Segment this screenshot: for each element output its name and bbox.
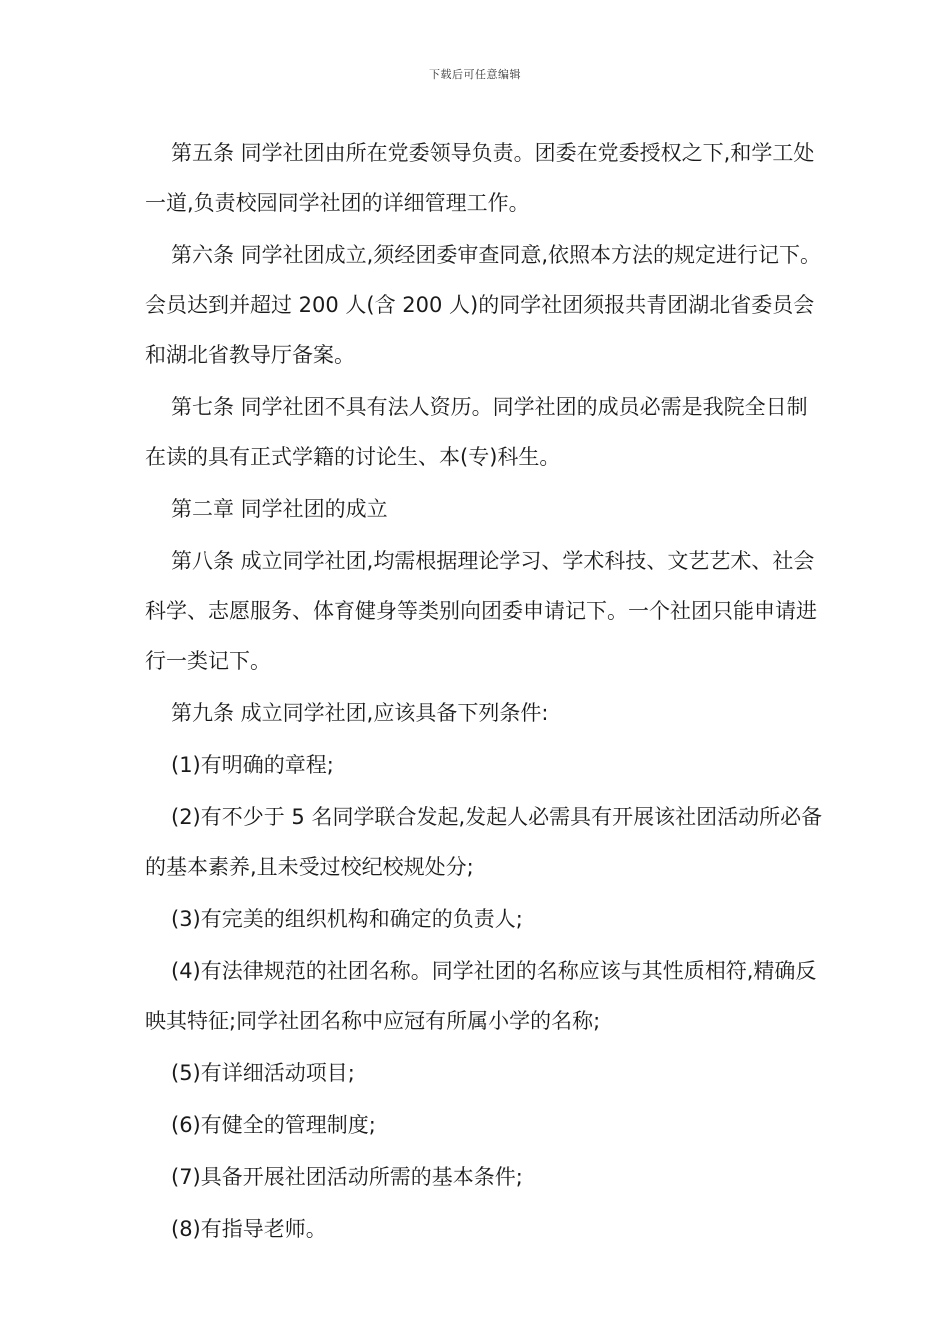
list-item-7: (7)具备开展社团活动所需的基本条件;: [171, 1165, 523, 1189]
paragraph-article-6: 第六条 同学社团成立,须经团委审查同意,依照本方法的规定进行记下。会员达到并超过 200 人(含 200 人)的同学社团须报共青团湖北省委员会和湖北省教导厅备案。: [145, 243, 822, 367]
list-item-1: (1)有明确的章程;: [171, 753, 334, 777]
list-item-4: (4)有法律规范的社团名称。同学社团的名称应该与其性质相符,精确反映其特征;同学社团名称中应冠有所属小学的名称;: [145, 959, 817, 1033]
list-item-8: (8)有指导老师。: [171, 1217, 327, 1241]
list-item-3: (3)有完美的组织机构和确定的负责人;: [171, 907, 523, 931]
page-header: 下载后可任意编辑: [429, 68, 521, 81]
paragraph-article-9: 第九条 成立同学社团,应该具备下列条件:: [171, 701, 549, 725]
paragraph-article-5: 第五条 同学社团由所在党委领导负责。团委在党委授权之下,和学工处一道,负责校园同学社团的详细管理工作。: [145, 141, 815, 215]
document-body: [145, 128, 825, 1256]
list-item-2: (2)有不少于 5 名同学联合发起,发起人必需具有开展该社团活动所必备的基本素养,且未受过校纪校规处分;: [145, 805, 823, 879]
list-item-5: (5)有详细活动项目;: [171, 1061, 355, 1085]
paragraph-article-8: 第八条 成立同学社团,均需根据理论学习、学术科技、文艺艺术、社会科学、志愿服务、体育健身等类别向团委申请记下。一个社团只能申请进行一类记下。: [145, 549, 817, 673]
chapter-heading: 第二章 同学社团的成立: [171, 497, 388, 521]
paragraph-article-7: 第七条 同学社团不具有法人资历。同学社团的成员必需是我院全日制在读的具有正式学籍的讨论生、本(专)科生。: [145, 395, 808, 469]
list-item-6: (6)有健全的管理制度;: [171, 1113, 376, 1137]
